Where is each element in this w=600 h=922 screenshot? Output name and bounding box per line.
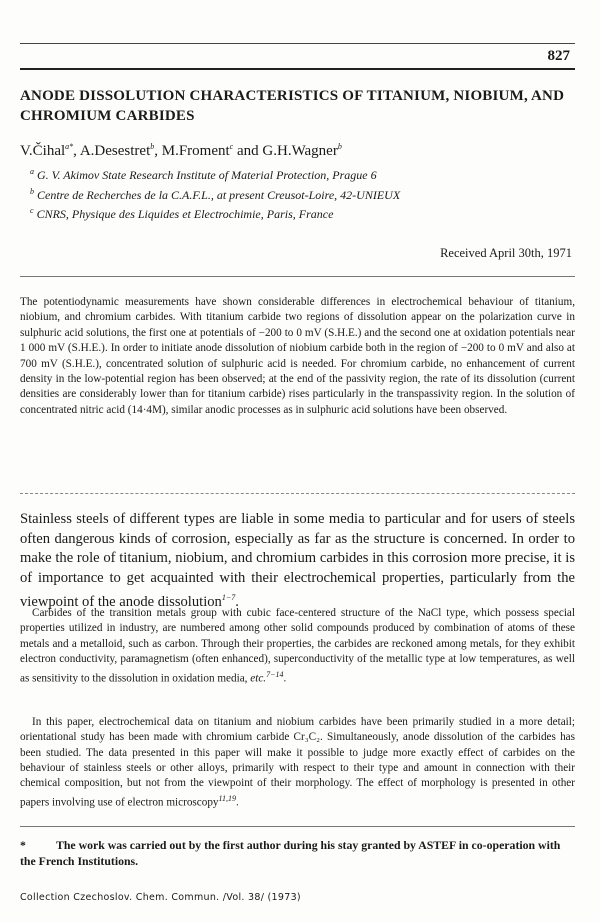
footnote-text: The work was carried out by the first author during his stay granted by ASTEF in co-operation with the French Institutions. [20,838,561,868]
header-thick-rule [20,68,575,70]
affiliation-mark: a [30,167,34,176]
author-mark: b [150,142,155,151]
affiliation-text: G. V. Akimov State Research Institute of Material Protection, Prague 6 [37,168,377,182]
citation-ref: 11,19 [218,794,236,804]
paragraph-end: . [283,672,287,685]
page-number: 827 [547,48,570,64]
affiliation-list [30,164,400,223]
footnote-rule [20,826,575,827]
affiliation-text: CNRS, Physique des Liquides et Electrochimie, Paris, France [36,207,334,221]
author-name: V.Čihal [20,143,66,159]
footnote [20,838,575,869]
abstract-end-rule [20,493,575,494]
journal-citation: Collection Czechoslov. Chem. Commun. /Vol. 38/ (1973) [20,892,301,903]
received-date: Received April 30th, 1971 [440,246,572,260]
affiliation [30,203,400,223]
author-name: G.H.Wagner [262,143,338,159]
header-rule [20,43,575,44]
citation-ref: 7−14 [266,670,284,680]
intro-paragraph [20,510,575,613]
author-name: M.Froment [161,143,230,159]
affiliation-mark: c [30,206,34,215]
author-list: V.Čihal$^{a*}$, A.Desestret$^b$, M.Froment$^c$ and G.H.Wagner$^b$ [20,142,342,159]
article-title: ANODE DISSOLUTION CHARACTERISTICS OF TITANIUM, NIOBIUM, AND CHROMIUM CARBIDES [20,88,565,124]
paragraph-end: . [235,797,239,810]
author-mark: a* [65,142,74,151]
abstract: The potentiodynamic measurements have shown considerable differences in electrochemical behaviour of titanium, niobium, and chromium carbides. With titanium carbide two regions of dissolution appear on the polarization curve in sulphuric acid solutions, the first one at potentials of −200 to 0 mV (S.H.E.) and the second one at oxidation potentials near 1 000 mV (S.H.E.). In order to initiate anode dissolution of niobium carbide both in the region of −200 to 0 mV and also at 700 mV (S.H.E.), concentrated solution of sulphuric acid is needed. For chromium carbide, no enhancement of current density in the low-potential region has been observed; at the end of the passivity region, the rate of its dissolution (current densities are considerably lower than for titanium carbide) rises particularly in the transpassivity region. In the solution of concentrated nitric acid (14·4M), similar anodic processes as in sulphuric acid solutions have been observed. [20,296,575,416]
body-paragraph [20,606,575,687]
footnote-mark: * [20,838,26,852]
affiliation-mark: b [30,186,34,196]
author-mark: c [229,142,234,151]
body-paragraph [20,715,575,812]
paragraph-text: In this paper, electrochemical data on titanium and niobium carbides have been primarily studied in a more detail; orientational study has been made with chromium carbide Cr₃C₂. Simultaneously, anode dissolution of the carbides has been studied. The data presented in this paper will make it possible to judge more exactly effect of carbides on the behaviour of stainless steels or other alloys, primarily with respect to their type and amount in connection with their chemical composition, but not from the viewpoint of their morphology. The effect of morphology is presented in other papers involving use of electron microscopy [20,716,575,810]
author-name: A.Desestret [79,143,151,159]
intro-end: . [235,594,239,611]
affiliation-text: Centre de Recherches de la C.A.F.L., at present Creusot-Loire, 42-UNIEUX [37,187,401,202]
affiliation [30,164,400,184]
paragraph-text: Carbides of the transition metals group with cubic face-centered structure of the NaCl type, which possess special properties utilized in industry, are numbered among other solid compounds produced by combination of atoms of these metals and a metalloid, such as carbon. Through their properties, the carbides are reckoned among metals, for they exhibit electron conductivity, paramagnetism (often enhanced), superconductivity of the metallic type at low temperatures, as well as sensitivity to the dissolution in oxidation media, [20,607,575,685]
author-mark: b [337,142,342,151]
intro-text: Stainless steels of different types are liable in some media to particular and for users of steels often dangerous kinds of corrosion, especially as far as the structure is concerned. In order to make the role of titanium, niobium, and chromium carbides in this corrosion more precise, it is of importance to get acquainted with their electrochemical properties, particularly from the viewpoint of the anode dissolution [20,511,575,611]
etc-text: etc. [250,672,267,685]
citation-ref: 1−7 [221,593,236,603]
affiliation [30,184,400,204]
abstract-rule [20,276,575,277]
